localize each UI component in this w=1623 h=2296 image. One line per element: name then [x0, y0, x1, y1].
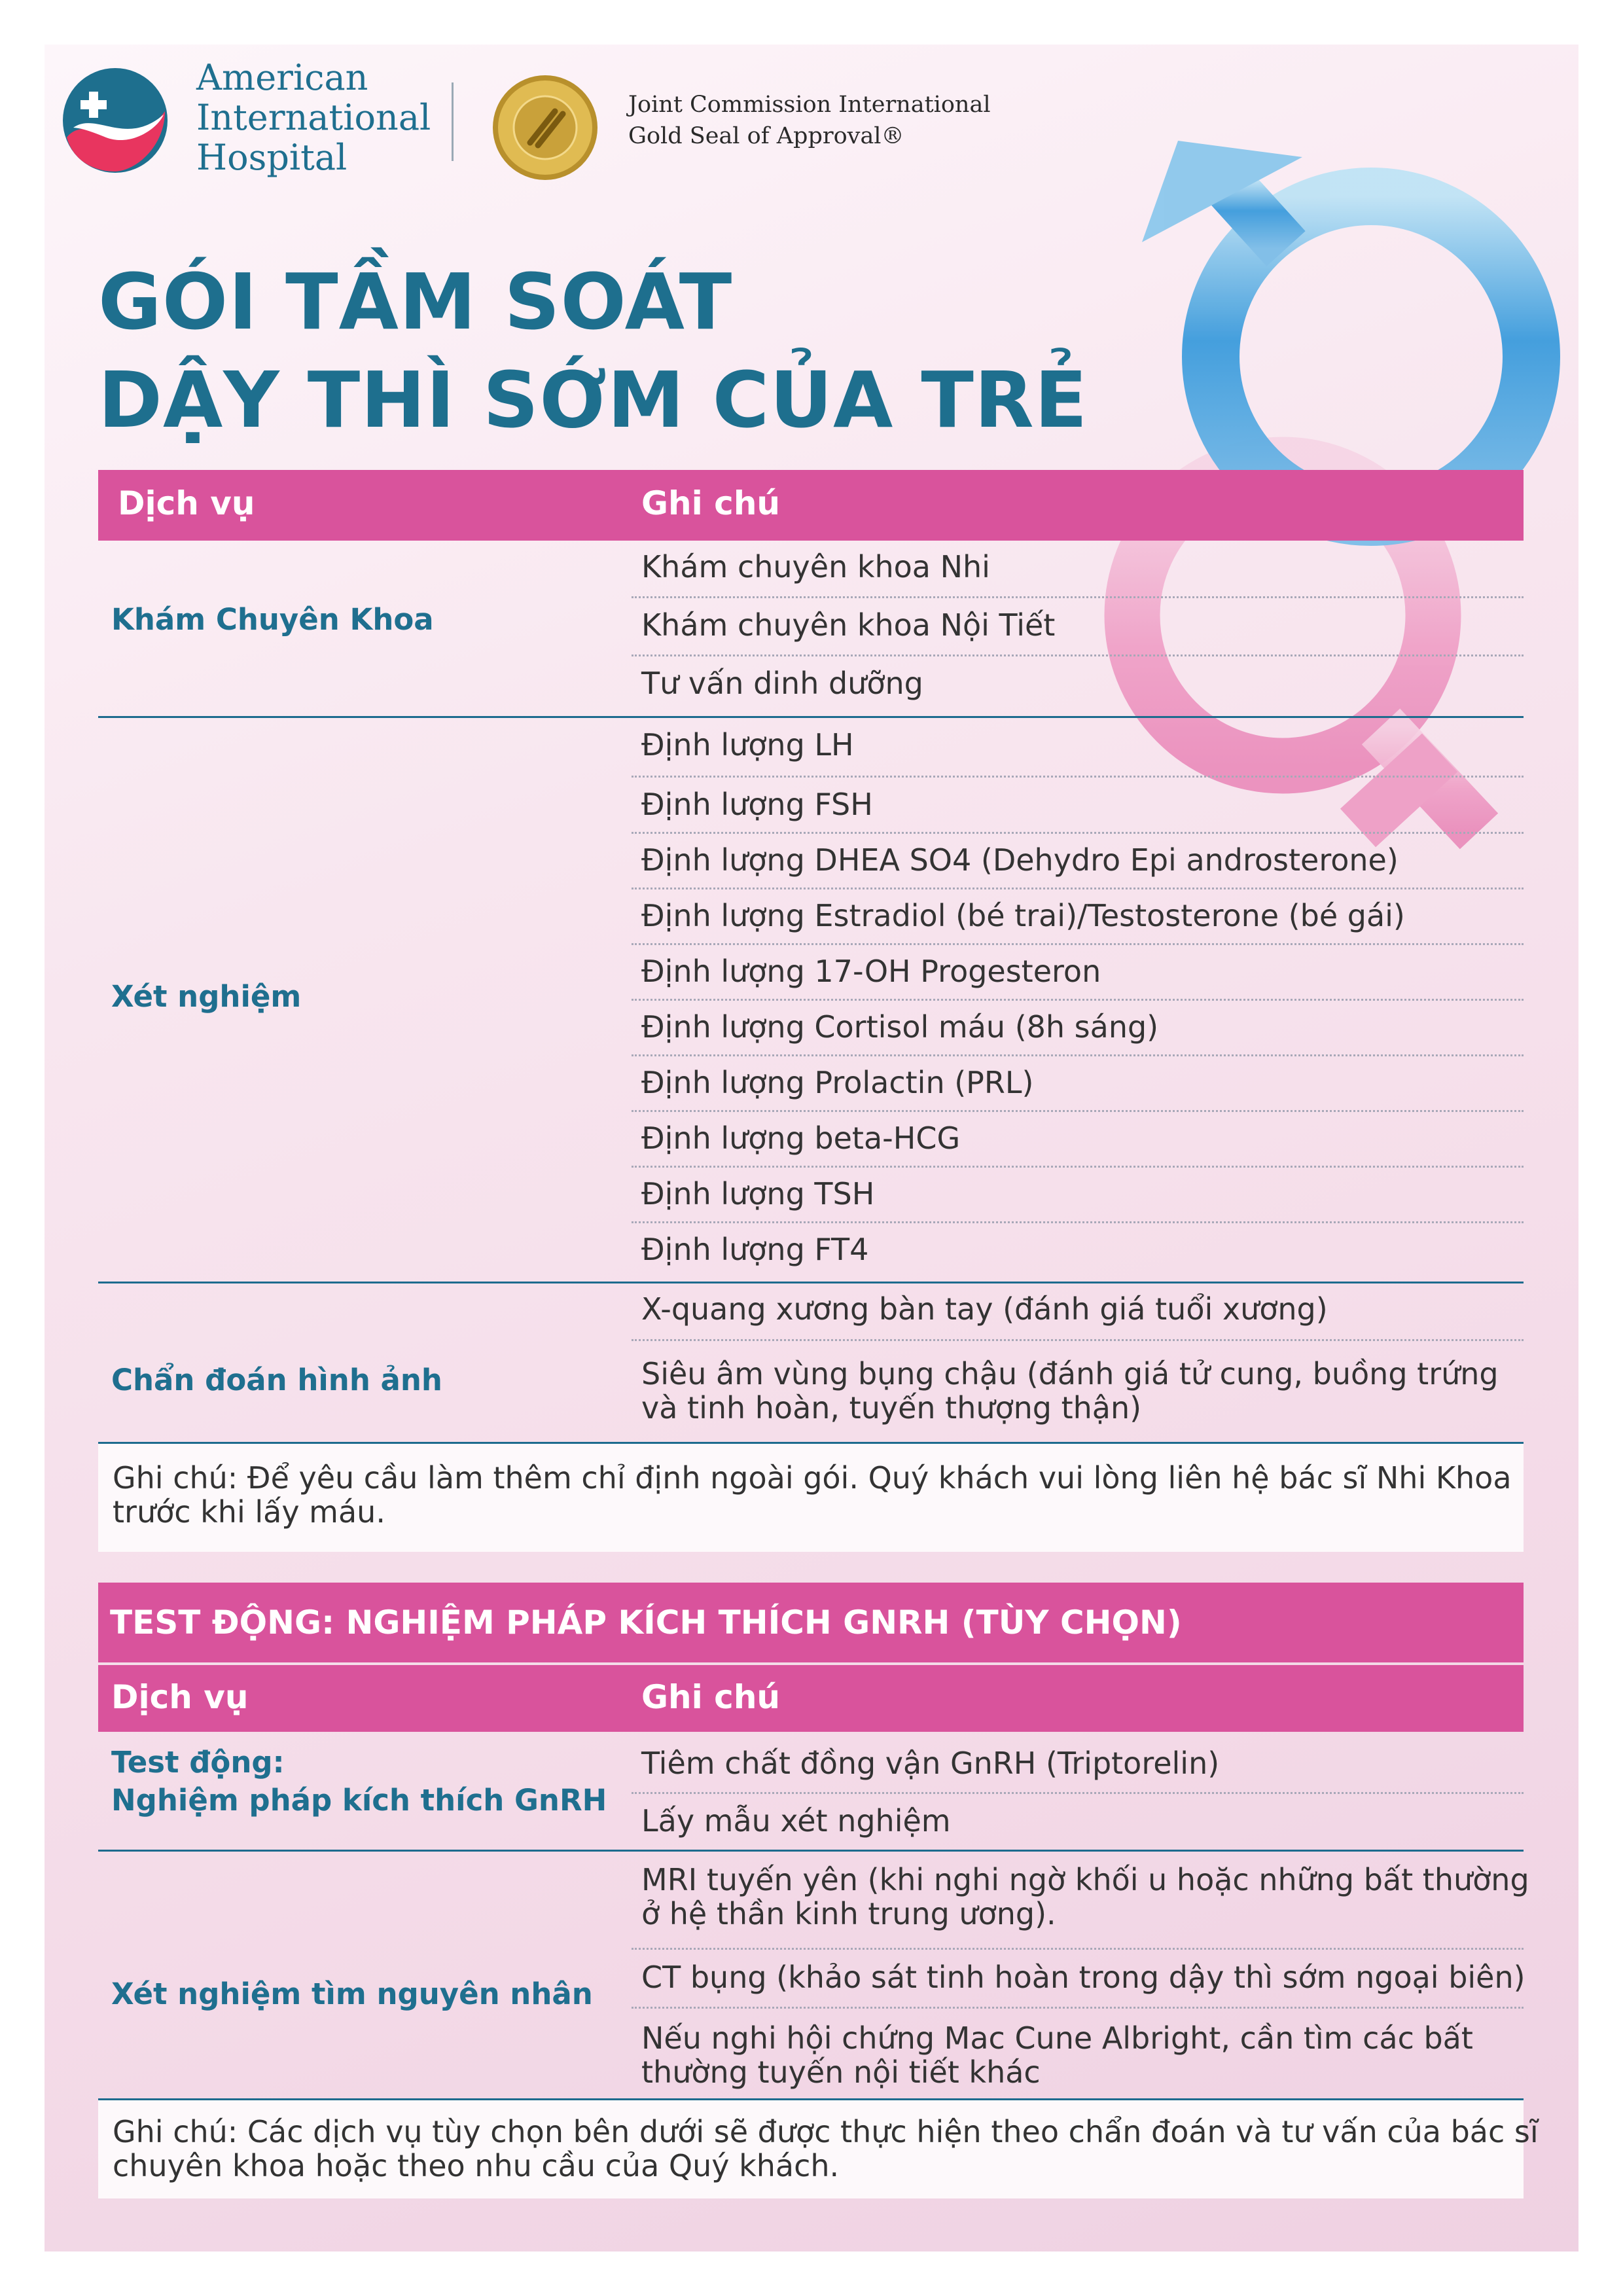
list-item: Định lượng Estradiol (bé trai)/Testosterone (bé gái) — [641, 898, 1405, 933]
jci-gold-seal-icon — [492, 75, 598, 181]
list-item: CT bụng (khảo sát tinh hoàn trong dậy thì sớm ngoại biên) — [641, 1960, 1525, 1995]
row-divider — [632, 776, 1524, 778]
list-item: Định lượng FT4 — [641, 1232, 869, 1267]
list-item: Định lượng beta-HCG — [641, 1121, 961, 1156]
list-item: Khám chuyên khoa Nhi — [641, 549, 990, 584]
table-header — [98, 470, 1524, 541]
column-header-service: Dịch vụ — [111, 1678, 249, 1716]
table-header — [98, 1665, 1524, 1732]
header-divider — [452, 82, 454, 161]
service-gnrh-test: Test động: Nghiệm pháp kích thích GnRH — [111, 1745, 607, 1818]
list-item: Siêu âm vùng bụng chậu (đánh giá tử cung, buồng trứng và tinh hoàn, tuyến thượng thận) — [641, 1356, 1499, 1426]
table-note: Ghi chú: Để yêu cầu làm thêm chỉ định ngoài gói. Quý khách vui lòng liên hệ bác sĩ Nhi Khoa trước khi lấy máu. — [98, 1444, 1524, 1552]
group-divider — [98, 1850, 1524, 1852]
list-item: Định lượng TSH — [641, 1176, 875, 1211]
hospital-name: American International Hospital — [196, 57, 431, 178]
row-divider — [632, 1948, 1524, 1950]
list-item: Khám chuyên khoa Nội Tiết — [641, 607, 1056, 643]
service-imaging: Chẩn đoán hình ảnh — [111, 1363, 442, 1397]
list-item: Lấy mẫu xét nghiệm — [641, 1803, 951, 1839]
row-divider — [632, 999, 1524, 1001]
row-divider — [632, 888, 1524, 889]
row-divider — [632, 1166, 1524, 1168]
list-item: Định lượng LH — [641, 727, 854, 762]
section-title: TEST ĐỘNG: NGHIỆM PHÁP KÍCH THÍCH GNRH (TÙY CHỌN) — [110, 1604, 1182, 1641]
list-item: MRI tuyến yên (khi nghi ngờ khối u hoặc những bất thường ở hệ thần kinh trung ương). — [641, 1862, 1529, 1931]
row-divider — [632, 1792, 1524, 1794]
row-divider — [632, 655, 1524, 656]
row-divider — [632, 943, 1524, 945]
group-divider — [98, 716, 1524, 718]
list-item: Định lượng DHEA SO4 (Dehydro Epi androsterone) — [641, 842, 1399, 878]
hospital-logo-icon — [60, 65, 170, 175]
list-item: Định lượng Cortisol máu (8h sáng) — [641, 1009, 1159, 1045]
page-title: GÓI TẦM SOÁT DẬY THÌ SỚM CỦA TRẺ — [98, 257, 1088, 445]
row-divider — [632, 1110, 1524, 1112]
group-divider — [98, 1282, 1524, 1283]
list-item: Định lượng 17-OH Progesteron — [641, 954, 1101, 989]
service-lab-tests: Xét nghiệm — [111, 979, 302, 1014]
table-note: Ghi chú: Các dịch vụ tùy chọn bên dưới sẽ được thực hiện theo chẩn đoán và tư vấn của bác sĩ chuyên khoa hoặc theo nhu cầu của Quý khách. — [98, 2100, 1524, 2198]
row-divider — [632, 1054, 1524, 1056]
column-header-note: Ghi chú — [641, 1678, 781, 1716]
row-divider — [632, 1221, 1524, 1223]
row-divider — [632, 2007, 1524, 2009]
jci-text: Joint Commission International Gold Seal of Approval® — [628, 92, 991, 149]
column-header-note: Ghi chú — [641, 484, 781, 522]
row-divider — [632, 1339, 1524, 1341]
list-item: Định lượng FSH — [641, 787, 873, 822]
list-item: Tiêm chất đồng vận GnRH (Triptorelin) — [641, 1746, 1220, 1781]
list-item: Tư vấn dinh dưỡng — [641, 666, 923, 701]
row-divider — [632, 832, 1524, 834]
column-header-service: Dịch vụ — [118, 484, 255, 522]
service-consultation: Khám Chuyên Khoa — [111, 602, 434, 637]
row-divider — [632, 596, 1524, 598]
service-cause-tests: Xét nghiệm tìm nguyên nhân — [111, 1977, 593, 2011]
list-item: Định lượng Prolactin (PRL) — [641, 1065, 1034, 1100]
section-header — [98, 1583, 1524, 1662]
list-item: X-quang xương bàn tay (đánh giá tuổi xương) — [641, 1291, 1328, 1327]
list-item: Nếu nghi hội chứng Mac Cune Albright, cần tìm các bất thường tuyến nội tiết khác — [641, 2020, 1473, 2090]
